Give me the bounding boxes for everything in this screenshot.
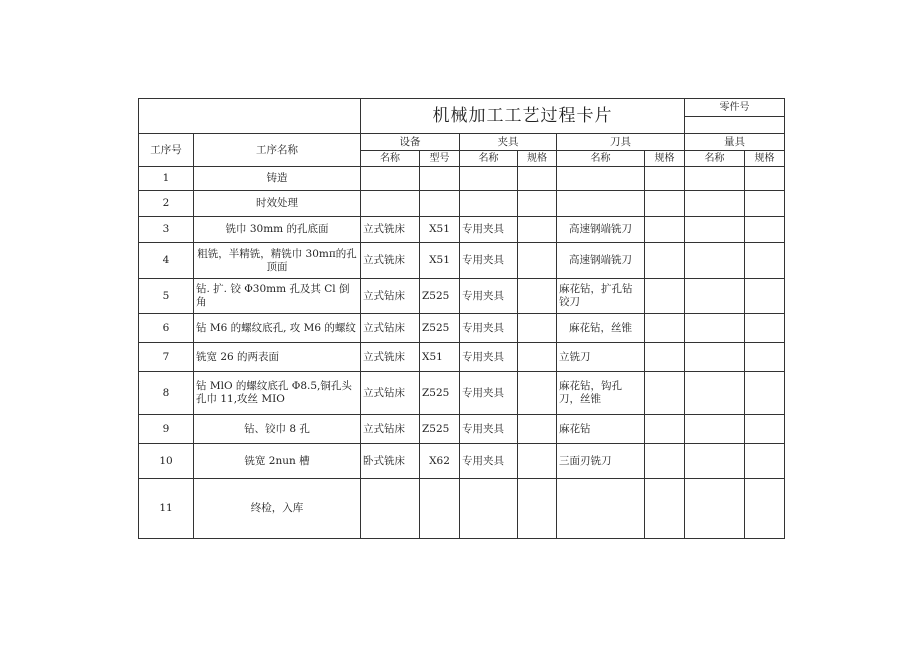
process-card-table [138, 98, 785, 539]
tool-spec-cell [645, 191, 685, 217]
seq-cell: 1 [139, 167, 194, 191]
gauge-spec-cell [745, 243, 785, 279]
equip-model-cell [420, 479, 460, 539]
seq-cell: 7 [139, 343, 194, 372]
fixture-name-cell: 专用夹具 [460, 314, 518, 343]
equip-model-cell: X51 [420, 343, 460, 372]
gauge-spec-subheader: 规格 [745, 151, 785, 167]
tool-name-cell: 麻花钻，丝锥 [557, 314, 645, 343]
fixture-name-cell [460, 167, 518, 191]
table-row [139, 415, 785, 444]
equip-name-cell: 立式钻床 [361, 279, 420, 314]
fixture-name-cell: 专用夹具 [460, 415, 518, 444]
seq-cell: 6 [139, 314, 194, 343]
process-name-cell: 铣巾 30mm 的孔底面 [194, 217, 361, 243]
fixture-spec-subheader: 规格 [518, 151, 557, 167]
fixture-name-cell [460, 479, 518, 539]
tool-name-cell: 麻花钻，钩孔刀，丝锥 [557, 372, 645, 415]
table-row [139, 243, 785, 279]
blank-header-cell [139, 99, 361, 134]
tool-spec-cell [645, 444, 685, 479]
tool-name-cell [557, 479, 645, 539]
fixture-name-cell: 专用夹具 [460, 279, 518, 314]
process-name-cell: 铸造 [194, 167, 361, 191]
tool-name-cell: 三面刃铣刀 [557, 444, 645, 479]
fixture-name-cell: 专用夹具 [460, 444, 518, 479]
gauge-spec-cell [745, 444, 785, 479]
equip-model-cell: Z525 [420, 415, 460, 444]
equip-name-cell: 立式钻床 [361, 372, 420, 415]
process-name-cell: 钻、铰巾 8 孔 [194, 415, 361, 444]
fixture-spec-cell [518, 191, 557, 217]
equip-model-cell: Z525 [420, 279, 460, 314]
gauge-name-cell [685, 243, 745, 279]
equip-name-cell [361, 167, 420, 191]
gauge-name-cell [685, 217, 745, 243]
gauge-name-cell [685, 415, 745, 444]
gauge-spec-cell [745, 191, 785, 217]
tool-header: 刀具 [557, 134, 685, 151]
table-row [139, 372, 785, 415]
seq-cell: 5 [139, 279, 194, 314]
seq-cell: 9 [139, 415, 194, 444]
gauge-name-cell [685, 314, 745, 343]
tool-spec-cell [645, 167, 685, 191]
tool-spec-cell [645, 343, 685, 372]
equip-name-cell: 立式钻床 [361, 314, 420, 343]
table-row [139, 314, 785, 343]
process-name-cell: 钻. 扩. 铰 Φ30mm 孔及其 Cl 倒角 [194, 279, 361, 314]
tool-spec-cell [645, 217, 685, 243]
fixture-name-cell [460, 191, 518, 217]
fixture-spec-cell [518, 243, 557, 279]
tool-name-cell: 麻花钻，扩孔钻铰刀 [557, 279, 645, 314]
gauge-name-cell [685, 191, 745, 217]
equip-model-cell: Z525 [420, 314, 460, 343]
gauge-spec-cell [745, 343, 785, 372]
fixture-spec-cell [518, 372, 557, 415]
equip-model-cell: Z525 [420, 372, 460, 415]
tool-spec-cell [645, 479, 685, 539]
fixture-name-subheader: 名称 [460, 151, 518, 167]
seq-header: 工序号 [139, 134, 194, 167]
equip-model-subheader: 型号 [420, 151, 460, 167]
fixture-name-cell: 专用夹具 [460, 372, 518, 415]
tool-name-subheader: 名称 [557, 151, 645, 167]
gauge-name-cell [685, 279, 745, 314]
equip-model-cell: X51 [420, 243, 460, 279]
tool-name-cell: 高速钢端铣刀 [557, 243, 645, 279]
seq-cell: 3 [139, 217, 194, 243]
equip-name-cell [361, 479, 420, 539]
gauge-name-cell [685, 167, 745, 191]
table-row [139, 279, 785, 314]
gauge-spec-cell [745, 415, 785, 444]
equip-name-cell: 立式铣床 [361, 343, 420, 372]
equip-name-cell: 立式钻床 [361, 415, 420, 444]
gauge-header: 量具 [685, 134, 785, 151]
gauge-spec-cell [745, 279, 785, 314]
fixture-spec-cell [518, 217, 557, 243]
gauge-spec-cell [745, 167, 785, 191]
process-name-cell: 粗铣，半精铣，精铣巾 30mπ的孔顶面 [194, 243, 361, 279]
gauge-name-cell [685, 479, 745, 539]
tool-name-cell [557, 191, 645, 217]
tool-name-cell: 麻花钻 [557, 415, 645, 444]
fixture-spec-cell [518, 343, 557, 372]
fixture-spec-cell [518, 415, 557, 444]
equip-name-cell [361, 191, 420, 217]
seq-cell: 11 [139, 479, 194, 539]
tool-spec-cell [645, 314, 685, 343]
fixture-name-cell: 专用夹具 [460, 217, 518, 243]
fixture-spec-cell [518, 279, 557, 314]
gauge-name-cell [685, 372, 745, 415]
table-row [139, 343, 785, 372]
equip-name-subheader: 名称 [361, 151, 420, 167]
gauge-spec-cell [745, 217, 785, 243]
seq-cell: 4 [139, 243, 194, 279]
tool-name-cell: 高速钢端铣刀 [557, 217, 645, 243]
gauge-name-cell [685, 343, 745, 372]
table-row [139, 444, 785, 479]
gauge-spec-cell [745, 372, 785, 415]
tool-spec-cell [645, 415, 685, 444]
process-name-cell: 钻 M6 的螺纹底孔, 攻 M6 的螺纹 [194, 314, 361, 343]
fixture-name-cell: 专用夹具 [460, 343, 518, 372]
table-row [139, 479, 785, 539]
gauge-spec-cell [745, 314, 785, 343]
fixture-header: 夹具 [460, 134, 557, 151]
table-row [139, 191, 785, 217]
equip-model-cell [420, 167, 460, 191]
equip-header: 设备 [361, 134, 460, 151]
name-header: 工序名称 [194, 134, 361, 167]
fixture-spec-cell [518, 444, 557, 479]
card-title: 机械加工工艺过程卡片 [361, 99, 685, 134]
gauge-name-cell [685, 444, 745, 479]
equip-name-cell: 卧式铣床 [361, 444, 420, 479]
part-no-value [685, 117, 785, 134]
equip-name-cell: 立式铣床 [361, 217, 420, 243]
process-name-cell: 终检，入库 [194, 479, 361, 539]
fixture-name-cell: 专用夹具 [460, 243, 518, 279]
process-name-cell: 铣宽 2nun 槽 [194, 444, 361, 479]
tool-spec-cell [645, 372, 685, 415]
process-name-cell: 钻 MlO 的螺纹底孔 Φ8.5,铜孔头孔巾 11,攻丝 MIO [194, 372, 361, 415]
seq-cell: 8 [139, 372, 194, 415]
tool-name-cell: 立铣刀 [557, 343, 645, 372]
fixture-spec-cell [518, 167, 557, 191]
tool-name-cell [557, 167, 645, 191]
tool-spec-subheader: 规格 [645, 151, 685, 167]
gauge-name-subheader: 名称 [685, 151, 745, 167]
tool-spec-cell [645, 243, 685, 279]
gauge-spec-cell [745, 479, 785, 539]
table-row [139, 217, 785, 243]
table-row [139, 167, 785, 191]
equip-model-cell: X51 [420, 217, 460, 243]
equip-model-cell: X62 [420, 444, 460, 479]
seq-cell: 2 [139, 191, 194, 217]
equip-model-cell [420, 191, 460, 217]
equip-name-cell: 立式铣床 [361, 243, 420, 279]
fixture-spec-cell [518, 314, 557, 343]
seq-cell: 10 [139, 444, 194, 479]
tool-spec-cell [645, 279, 685, 314]
fixture-spec-cell [518, 479, 557, 539]
process-name-cell: 铣宽 26 的两表面 [194, 343, 361, 372]
part-no-label: 零件号 [685, 99, 785, 117]
process-name-cell: 时效处理 [194, 191, 361, 217]
